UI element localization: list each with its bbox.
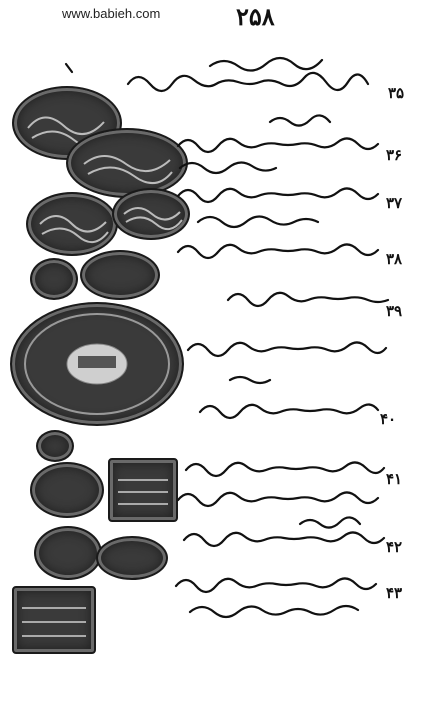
entry-number: ۳۶ bbox=[386, 146, 403, 164]
entry-number: ۴۲ bbox=[386, 538, 403, 556]
entry-number: ۳۸ bbox=[386, 250, 403, 268]
entry-number: ۳۵ bbox=[388, 84, 405, 102]
entry-number: ۴۰ bbox=[380, 410, 397, 428]
page-number: ۲۵۸ bbox=[236, 2, 275, 31]
entry-number: ۳۹ bbox=[386, 302, 403, 320]
entry-number: ۴۳ bbox=[386, 584, 403, 602]
site-url: www.babieh.com bbox=[62, 6, 161, 21]
entry-number: ۳۷ bbox=[386, 194, 403, 212]
entry-number: ۴۱ bbox=[386, 470, 403, 488]
